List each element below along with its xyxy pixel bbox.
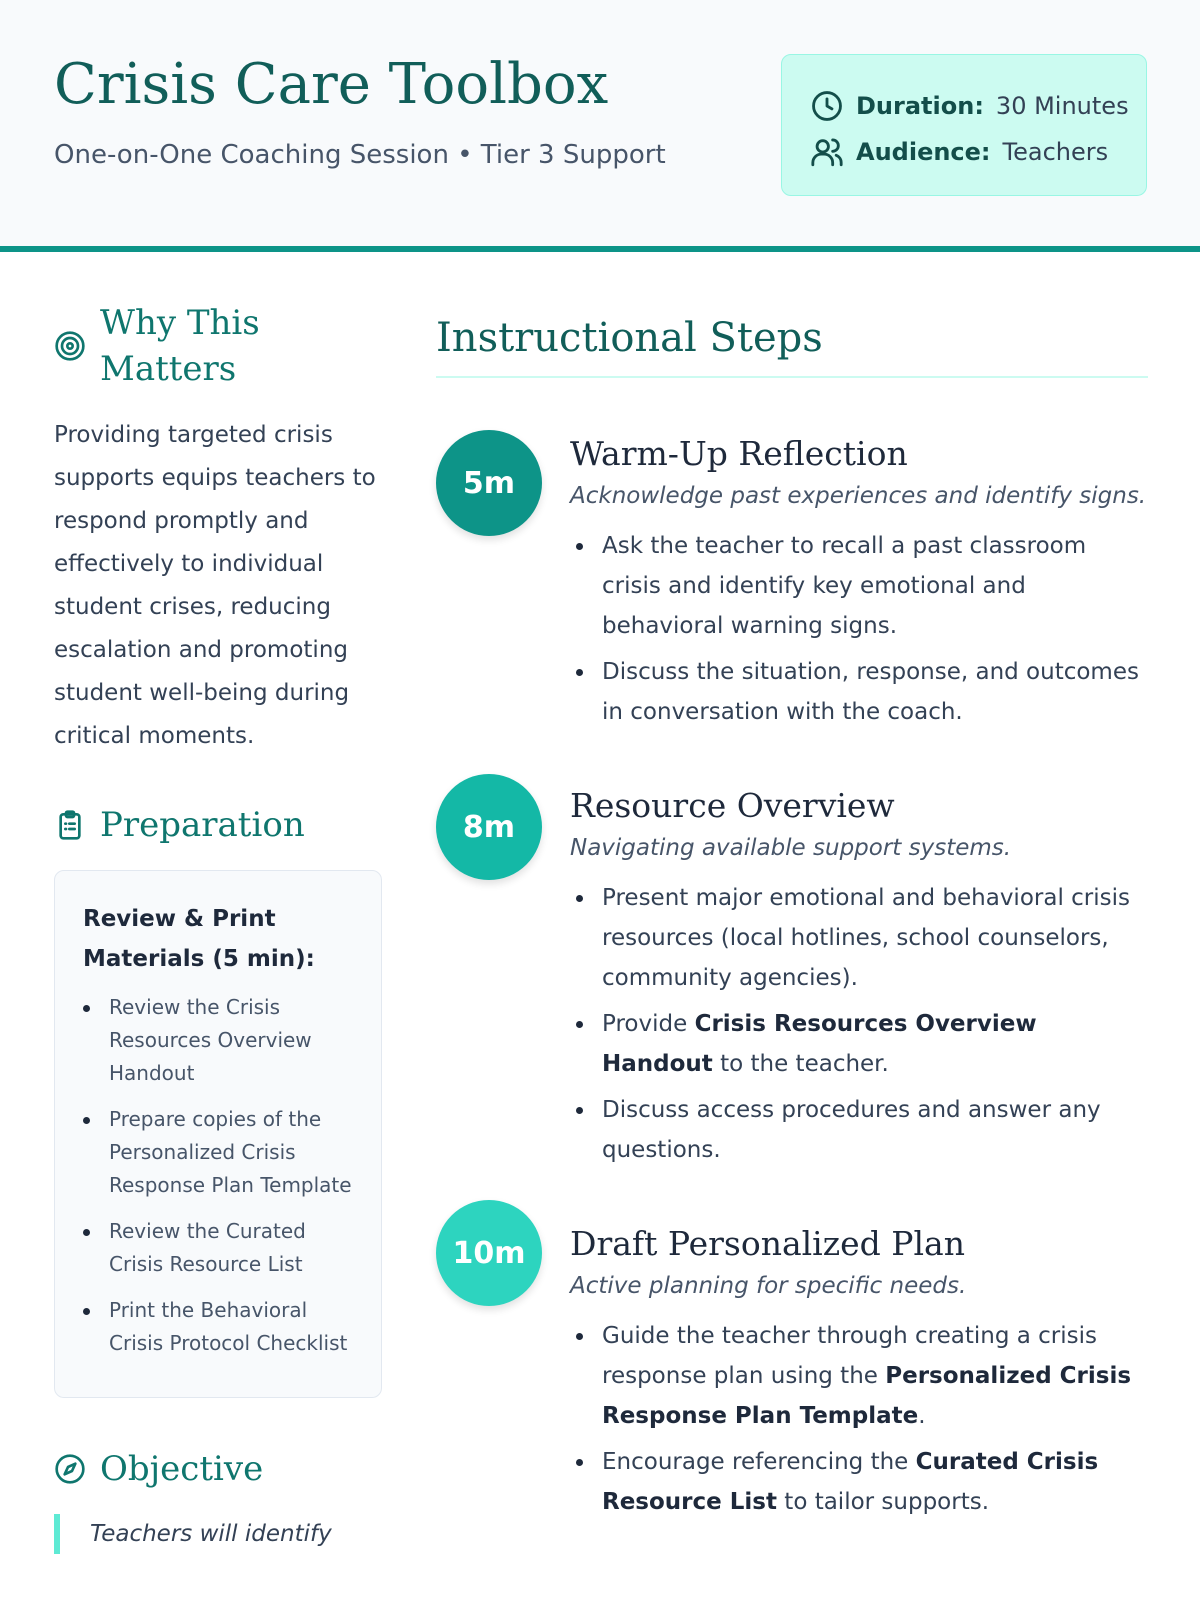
- clipboard-icon: [54, 809, 86, 841]
- preparation-box-title: Review & Print Materials (5 min):: [83, 906, 315, 972]
- step-title: Resource Overview: [570, 786, 895, 825]
- objective-section-header: [54, 1446, 382, 1492]
- step-duration-badge: 5m: [436, 430, 542, 536]
- step-bullets: [570, 526, 1148, 732]
- step-title: Draft Personalized Plan: [570, 1224, 965, 1263]
- audience-label: Audience:: [856, 138, 991, 166]
- objective-title: Objective: [100, 1449, 264, 1489]
- preparation-box: [54, 870, 382, 1398]
- template-name: Personalized Crisis Response Plan Template: [602, 1363, 1132, 1429]
- step-bullets: [570, 1316, 1148, 1522]
- step-title: Warm-Up Reflection: [570, 434, 908, 473]
- preparation-item: Prepare copies of the Personalized Crisis Response Plan Template: [83, 1103, 357, 1202]
- preparation-item: Review the Crisis Resources Overview Handout: [83, 991, 357, 1090]
- step-bullet: Discuss the situation, response, and outcomes in conversation with the coach.: [570, 652, 1148, 732]
- step-bullet: Present major emotional and behavioral crisis resources (local hotlines, school counselors, community agencies).: [570, 878, 1148, 998]
- step-subtitle: Acknowledge past experiences and identify signs.: [570, 483, 1147, 509]
- handout-name: Crisis Resources Overview Handout: [602, 1011, 1037, 1077]
- step-resource-overview: [436, 784, 1148, 1170]
- why-text: Providing targeted crisis supports equips teachers to respond promptly and effectively to individual student crises, reducing escalation and promoting student well-being during critical moments.: [54, 422, 376, 749]
- preparation-item: Review the Curated Crisis Resource List: [83, 1215, 357, 1281]
- step-bullet: [570, 1442, 1148, 1522]
- bullet-text: Provide: [602, 1011, 695, 1037]
- users-icon: [810, 135, 844, 169]
- page-title: Crisis Care Toolbox: [54, 52, 609, 117]
- step-draft-plan: [436, 1222, 1148, 1522]
- target-icon: [54, 330, 86, 362]
- compass-icon: [54, 1453, 86, 1485]
- preparation-title: Preparation: [100, 805, 305, 845]
- step-subtitle: Navigating available support systems.: [570, 835, 1012, 861]
- step-bullet: Discuss access procedures and answer any questions.: [570, 1090, 1148, 1170]
- step-bullet: [570, 1004, 1148, 1084]
- audience-value: Teachers: [1002, 138, 1109, 166]
- page-subtitle: One-on-One Coaching Session • Tier 3 Support: [54, 140, 666, 170]
- duration-label: Duration:: [856, 92, 984, 120]
- objective-text: Teachers will identify: [54, 1514, 382, 1554]
- page-header: [0, 0, 1200, 252]
- bullet-text: Encourage referencing the: [602, 1449, 916, 1475]
- bullet-text: .: [918, 1403, 926, 1429]
- why-section-header: [54, 300, 382, 392]
- bullet-text: Guide the teacher through creating a crisis response plan using the: [602, 1323, 1097, 1389]
- step-duration-badge: 10m: [436, 1200, 542, 1306]
- session-meta-box: [781, 54, 1147, 196]
- duration-row: [810, 83, 1146, 129]
- step-bullet: Ask the teacher to recall a past classroom crisis and identify key emotional and behavioral warning signs.: [570, 526, 1148, 646]
- instructional-steps: [436, 300, 1148, 1528]
- bullet-text: to the teacher.: [712, 1051, 889, 1077]
- sidebar: [54, 300, 382, 1554]
- why-title: Why This Matters: [100, 303, 260, 389]
- preparation-list: [83, 991, 357, 1360]
- step-subtitle: Active planning for specific needs.: [570, 1273, 967, 1299]
- step-warm-up: [436, 432, 1148, 732]
- preparation-item: Print the Behavioral Crisis Protocol Checklist: [83, 1294, 357, 1360]
- resource-list-name: Curated Crisis Resource List: [602, 1449, 1099, 1515]
- bullet-text: to tailor supports.: [776, 1489, 990, 1515]
- audience-row: [810, 129, 1146, 175]
- step-bullets: [570, 878, 1148, 1170]
- clock-icon: [810, 89, 844, 123]
- step-bullet: [570, 1316, 1148, 1436]
- preparation-section-header: [54, 802, 382, 848]
- steps-title: Instructional Steps: [436, 300, 1148, 378]
- step-duration-badge: 8m: [436, 774, 542, 880]
- duration-value: 30 Minutes: [995, 92, 1129, 120]
